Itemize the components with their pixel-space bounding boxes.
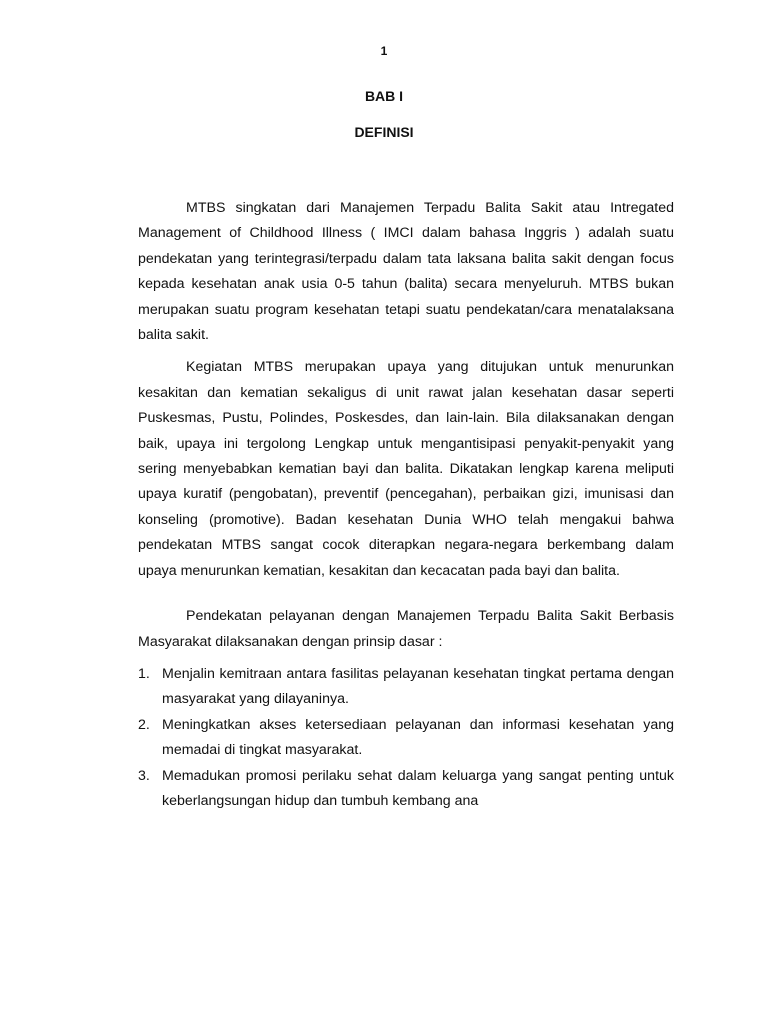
list-item-text: Meningkatkan akses ketersediaan pelayanan dan informasi kesehatan yang memadai di tingkat masyarakat.	[162, 716, 674, 759]
chapter-heading: BAB I	[364, 88, 404, 104]
list-item	[138, 764, 674, 815]
list-item	[138, 713, 674, 764]
document-body	[138, 196, 674, 814]
list-item-number: 3.	[138, 767, 150, 784]
list-item	[138, 662, 674, 713]
list-item-text: Memadukan promosi perilaku sehat dalam keluarga yang sangat penting untuk keberlangsungan hidup dan tumbuh kembang ana	[162, 767, 674, 809]
list-item-number: 1.	[138, 665, 150, 682]
paragraph-mtbs-activities: Kegiatan MTBS merupakan upaya yang ditujukan untuk menurunkan kesakitan dan kematian sekaligus di unit rawat jalan kesehatan dasar seperti Puskesmas, Pustu, Polindes, Poskesdes, dan lain-lain. Bila dilaksanakan dengan baik, upaya ini tergolong Lengkap untuk mengantisipasi penyakit-penyakit yang sering menyebabkan kematian bayi dan balita. Dikatakan lengkap karena meliputi upaya kuratif (pengobatan), preventif (pencegahan), perbaikan gizi, imunisasi dan konseling (promotive). Badan kesehatan Dunia WHO telah mengakui bahwa pendekatan MTBS sangat cocok diterapkan negara-negara berkembang dalam upaya menurunkan kematian, kesakitan dan kecacatan pada bayi dan balita.	[138, 359, 674, 579]
paragraph-principles-intro: Pendekatan pelayanan dengan Manajemen Terpadu Balita Sakit Berbasis Masyarakat dilaksanakan dengan prinsip dasar :	[138, 608, 674, 650]
paragraph-mtbs-definition: MTBS singkatan dari Manajemen Terpadu Balita Sakit atau Intregated Management of Childhood Illness ( IMCI dalam bahasa Inggris ) adalah suatu pendekatan yang terintegrasi/terpadu dalam tata laksana balita sakit dengan focus kepada kesehatan anak usia 0-5 tahun (balita) secara menyeluruh. MTBS bukan merupakan suatu program kesehatan tetapi suatu pendekatan/cara menatalaksana balita sakit.	[138, 200, 674, 344]
list-item-number: 2.	[138, 716, 150, 733]
list-item-text: Menjalin kemitraan antara fasilitas pelayanan kesehatan tingkat pertama dengan masyarakat yang dilayaninya.	[162, 665, 674, 708]
chapter-title: DEFINISI	[354, 124, 414, 140]
principles-list	[138, 662, 674, 814]
page-number: 1	[380, 44, 388, 58]
